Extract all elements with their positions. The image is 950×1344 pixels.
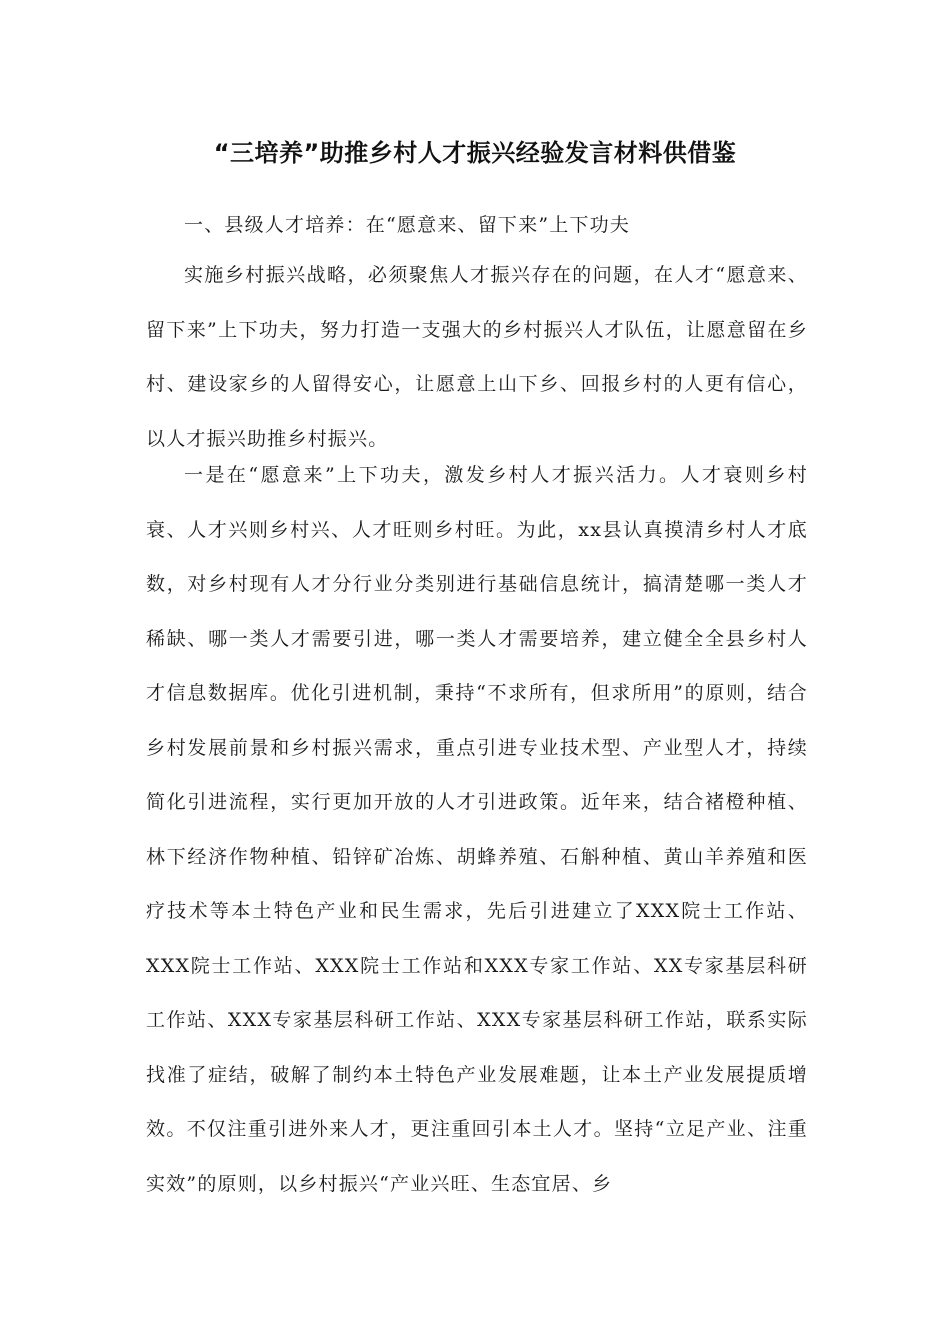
paragraph-intro: 实施乡村振兴战略，必须聚焦人才振兴存在的问题，在人才“愿意来、留下来”上下功夫，努力打造一支强大的乡村振兴人才队伍，让愿意留在乡村、建设家乡的人留得安心，让愿意上山下乡、回报乡村的人更有信心，以人才振兴助推乡村振兴。 — [146, 264, 808, 450]
document-title: “三培养”助推乡村人才振兴经验发言材料供借鉴 — [213, 139, 737, 167]
paragraph-willing-to-come: 一是在“愿意来”上下功夫，激发乡村人才振兴活力。人才衰则乡村衰、人才兴则乡村兴、人才旺则乡村旺。为此，xx县认真摸清乡村人才底数，对乡村现有人才分行业分类别进行基础信息统计，搞清楚哪一类人才稀缺、哪一类人才需要引进，哪一类人才需要培养，建立健全全县乡村人才信息数据库。优化引进机制，秉持“不求所有，但求所用”的原则，结合乡村发展前景和乡村振兴需求，重点引进专业技术型、产业型人才，持续简化引进流程，实行更加开放的人才引进政策。近年来，结合褚橙种植、林下经济作物种植、铅锌矿冶炼、胡蜂养殖、石斛种植、黄山羊养殖和医疗技术等本土特色产业和民生需求，先后引进建立了XXX院士工作站、XXX院士工作站、XXX院士工作站和XXX专家工作站、XX专家基层科研工作站、XXX专家基层科研工作站、XXX专家基层科研工作站，联系实际找准了症结，破解了制约本土特色产业发展难题，让本土产业发展提质增效。不仅注重引进外来人才，更注重回引本土人才。坚持“立足产业、注重实效”的原则，以乡村振兴“产业兴旺、生态宜居、乡 — [146, 464, 808, 1195]
section-heading: 一、县级人才培养：在“愿意来、留下来”上下功夫 — [184, 214, 631, 236]
